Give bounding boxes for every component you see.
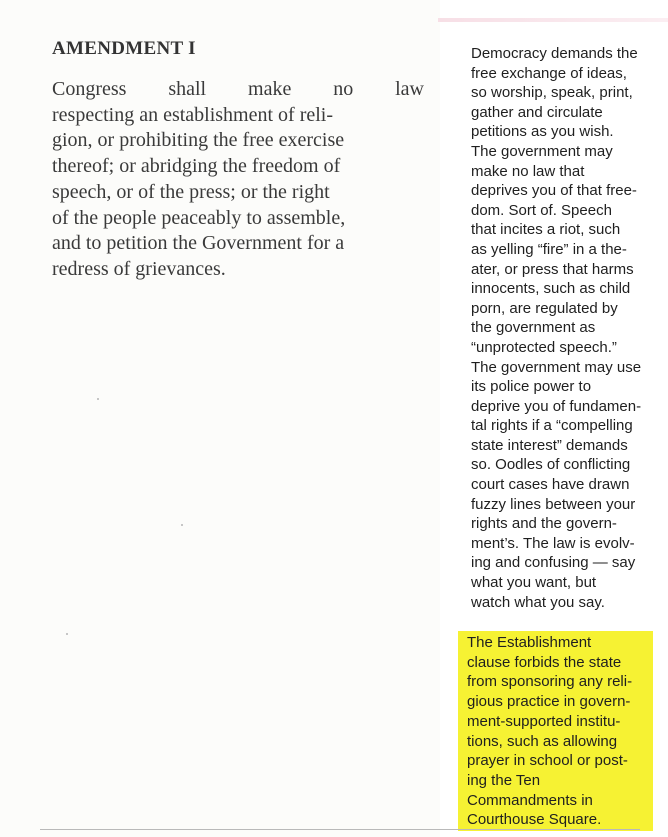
highlight-line: ing the Ten <box>467 771 541 789</box>
highlight-line: clause forbids the state <box>467 653 622 671</box>
commentary-line: “unprotected speech.” <box>471 338 617 356</box>
commentary-line: as yelling “fire” in a the- <box>471 240 627 258</box>
commentary-line: free exchange of ideas, <box>471 64 627 82</box>
bottom-rule <box>40 829 640 830</box>
commentary-line: fuzzy lines between your <box>471 495 636 513</box>
commentary-line: state interest” demands <box>471 436 628 454</box>
commentary-line: its police power to <box>471 378 592 396</box>
commentary-line: make no law that <box>471 162 585 180</box>
commentary-line: The government may <box>471 142 613 160</box>
highlight-line: tions, such as allowing <box>467 732 618 750</box>
highlighted-note <box>467 633 652 830</box>
commentary-line: Democracy demands the <box>471 45 638 62</box>
commentary-line: the government as <box>471 319 596 337</box>
highlight-line: The Establishment <box>467 634 592 651</box>
commentary-line: deprives you of that free- <box>471 182 637 200</box>
commentary-line: tal rights if a “compelling <box>471 417 633 435</box>
commentary-line: so worship, speak, print, <box>471 84 633 102</box>
commentary-line: deprive you of fundamen- <box>471 397 642 415</box>
highlight-line: from sponsoring any reli- <box>467 673 633 691</box>
amendment-line: gion, or prohibiting the free exercise <box>52 129 345 152</box>
commentary-line: court cases have drawn <box>471 476 630 494</box>
amendment-line: and to petition the Government for a <box>52 232 345 255</box>
commentary-line: ment’s. The law is evolv- <box>471 534 635 552</box>
commentary-text <box>471 44 661 612</box>
amendment-line: Congress shall make no law <box>52 78 424 100</box>
highlight-line: ment-supported institu- <box>467 712 621 730</box>
amendment-text <box>52 77 424 283</box>
highlight-line: Courthouse Square. <box>467 811 602 829</box>
commentary-line: rights and the govern- <box>471 515 617 533</box>
amendment-line: thereof; or abridging the freedom of <box>52 155 341 178</box>
amendment-line: of the people peaceably to assemble, <box>52 206 346 229</box>
scan-speck <box>66 633 68 635</box>
scan-speck <box>97 398 99 400</box>
commentary-line: so. Oodles of conflicting <box>471 456 631 474</box>
commentary-line: dom. Sort of. Speech <box>471 201 612 219</box>
commentary-line: innocents, such as child <box>471 280 631 298</box>
scan-speck <box>181 524 183 526</box>
highlight-line: prayer in school or post- <box>467 752 628 770</box>
scan-edge-tint <box>438 18 668 22</box>
commentary-line: what you want, but <box>471 574 597 592</box>
commentary-line: watch what you say. <box>471 593 605 611</box>
commentary-line: The government may use <box>471 358 642 376</box>
amendment-title: AMENDMENT I <box>52 38 196 59</box>
highlight-line: gious practice in govern- <box>467 693 631 711</box>
commentary-line: petitions as you wish. <box>471 123 614 141</box>
commentary-line: that incites a riot, such <box>471 221 621 239</box>
commentary-line: ing and confusing — say <box>471 554 636 572</box>
amendment-line: redress of grievances. <box>52 257 226 280</box>
highlight-line: Commandments in <box>467 791 593 809</box>
commentary-line: ater, or press that harms <box>471 260 634 278</box>
amendment-line: speech, or of the press; or the right <box>52 180 330 203</box>
commentary-line: porn, are regulated by <box>471 299 618 317</box>
commentary-line: gather and circulate <box>471 103 603 121</box>
amendment-line: respecting an establishment of reli- <box>52 103 334 126</box>
